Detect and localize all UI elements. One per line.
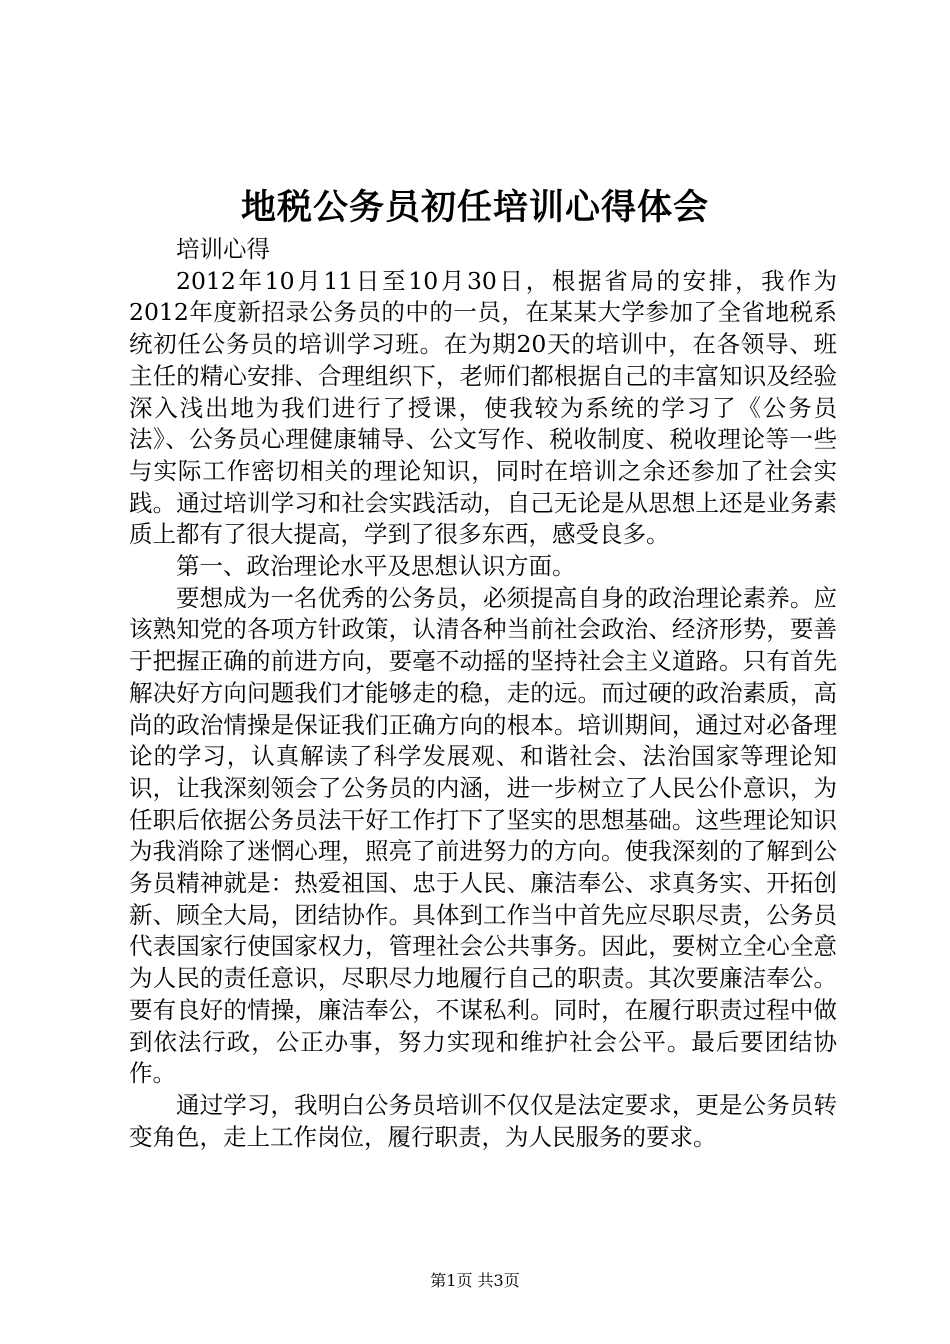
paragraph-intro: 2012年10月11日至10月30日，根据省局的安排，我作为2012年度新招录公务员的中的一员，在某某大学参加了全省地税系统初任公务员的培训学习班。在为期20天的培训中，在各领导、班主任的精心安排、合理组织下，老师们都根据自己的丰富知识及经验深入浅出地为我们进行了授课，使我较为系统的学习了《公务员法》、公务员心理健康辅导、公文写作、税收制度、税收理论等一些与实际工作密切相关的理论知识，同时在培训之余还参加了社会实践。通过培训学习和社会实践活动，自己无论是从思想上还是业务素质上都有了很大提高，学到了很多东西，感受良多。 <box>129 266 837 549</box>
paragraph-heading: 培训心得 <box>176 235 270 263</box>
document-title: 地税公务员初任培训心得体会 <box>240 187 709 228</box>
paragraph-section-heading: 第一、政治理论水平及思想认识方面。 <box>176 552 576 581</box>
document-body <box>129 234 837 1153</box>
paragraph-political-theory: 要想成为一名优秀的公务员，必须提高自身的政治理论素养。应该熟知党的各项方针政策，认清各种当前社会政治、经济形势，要善于把握正确的前进方向，要毫不动摇的坚持社会主义道路。只有首先解决好方向问题我们才能够走的稳，走的远。而过硬的政治素质，高尚的政治情操是保证我们正确方向的根本。培训期间，通过对必备理论的学习，认真解读了科学发展观、和谐社会、法治国家等理论知识，让我深刻领会了公务员的内涵，进一步树立了人民公仆意识，为任职后依据公务员法干好工作打下了坚实的思想基础。这些理论知识为我消除了迷惘心理，照亮了前进努力的方向。使我深刻的了解到公务员精神就是：热爱祖国、忠于人民、廉洁奉公、求真务实、开拓创新、顾全大局，团结协作。具体到工作当中首先应尽职尽责，公务员代表国家行使国家权力，管理社会公共事务。因此，要树立全心全意为人民的责任意识，尽职尽力地履行自己的职责。其次要廉洁奉公。要有良好的情操，廉洁奉公，不谋私利。同时，在履行职责过程中做到依法行政，公正办事，努力实现和维护社会公平。最后要团结协作。 <box>129 583 837 1088</box>
page-footer: 第1页 共3页 <box>430 1271 520 1290</box>
paragraph-conclusion: 通过学习，我明白公务员培训不仅仅是法定要求，更是公务员转变角色，走上工作岗位，履行职责，为人民服务的要求。 <box>129 1090 837 1151</box>
